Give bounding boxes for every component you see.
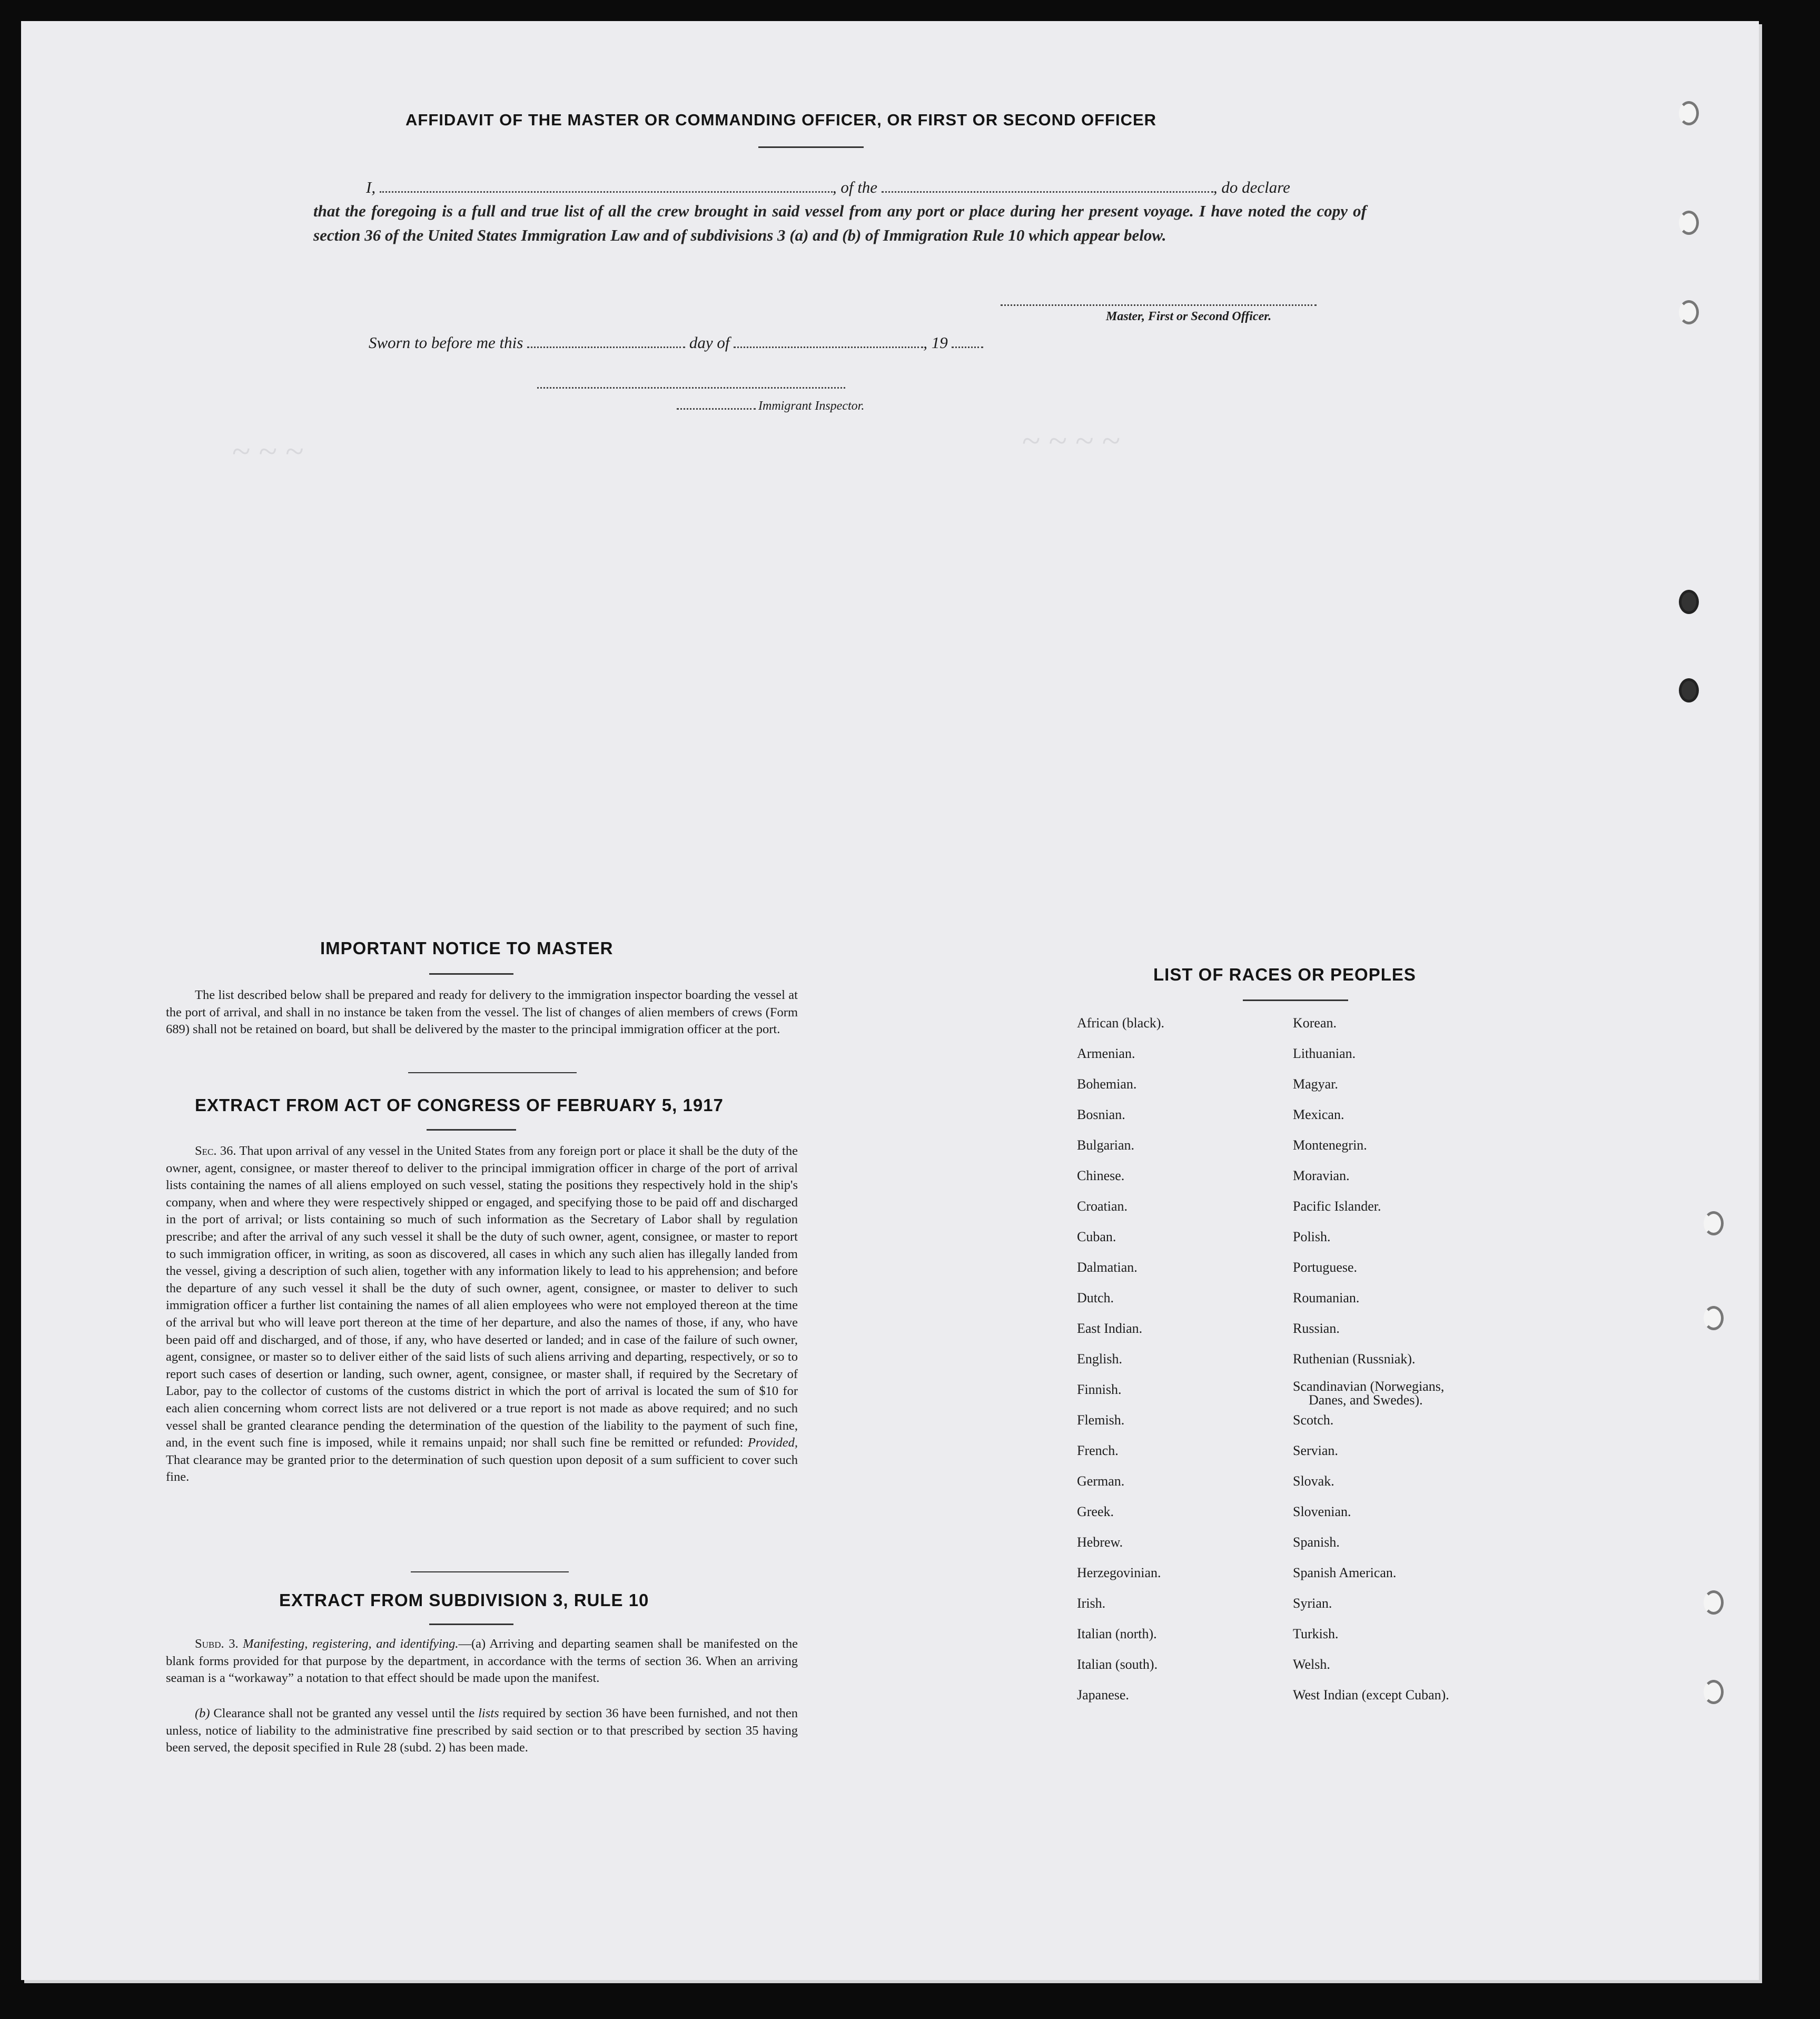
subd-title: Manifesting, registering, and identifying. <box>243 1637 459 1651</box>
race-item: Portuguese. <box>1293 1260 1358 1275</box>
race-item: Dutch. <box>1077 1290 1114 1305</box>
rule-rule <box>429 1624 513 1625</box>
name-field[interactable] <box>380 176 833 193</box>
races-rule <box>1243 999 1348 1001</box>
notice-title: IMPORTANT NOTICE TO MASTER <box>320 938 614 958</box>
race-item: German. <box>1077 1473 1125 1489</box>
race-item: Croatian. <box>1077 1199 1128 1214</box>
binder-hole <box>1679 300 1699 324</box>
section-divider <box>408 1072 577 1073</box>
race-item: Bulgarian. <box>1077 1137 1135 1153</box>
para-b-text-1: Clearance shall not be granted any vessel until the <box>213 1706 475 1720</box>
race-item: Spanish American. <box>1293 1565 1397 1580</box>
rule-para-b <box>166 1705 798 1757</box>
race-item: Moravian. <box>1293 1168 1350 1183</box>
sworn-day-label: day of <box>689 333 730 352</box>
race-item: Greek. <box>1077 1504 1114 1519</box>
race-item: Slovenian. <box>1293 1504 1351 1519</box>
race-item: Bosnian. <box>1077 1107 1125 1122</box>
race-item: Italian (north). <box>1077 1626 1157 1641</box>
race-item: Russian. <box>1293 1321 1340 1336</box>
bleed-through-mark: ~ ~ ~ <box>232 432 303 470</box>
race-item: Japanese. <box>1077 1687 1129 1703</box>
race-item: Polish. <box>1293 1229 1331 1244</box>
sworn-month-field[interactable] <box>734 332 923 348</box>
race-item-continued: Danes, and Swedes). <box>1309 1392 1423 1408</box>
race-item: Mexican. <box>1293 1107 1344 1122</box>
declare-of: , of the <box>832 178 878 196</box>
race-item: Lithuanian. <box>1293 1046 1356 1061</box>
vessel-field[interactable] <box>882 176 1213 193</box>
declare-post: , do declare <box>1213 178 1290 196</box>
subd-a-text: —(a) Arriving and departing seamen shall be manifested on the blank forms provided for that purpose by the department, in accordance with the terms of section 36. When an arriving seaman is a “workaway” a notation to that effect should be made upon the manifest. <box>166 1637 798 1686</box>
race-item: Cuban. <box>1077 1229 1116 1244</box>
para-b-label: (b) <box>195 1706 210 1720</box>
inspector-label: Immigrant Inspector. <box>758 399 865 413</box>
race-item: Montenegrin. <box>1293 1137 1367 1153</box>
sworn-line <box>369 332 983 352</box>
race-item: Syrian. <box>1293 1596 1332 1611</box>
document-page <box>21 21 1759 1980</box>
race-item: Dalmatian. <box>1077 1260 1138 1275</box>
notice-body: The list described below shall be prepared and ready for delivery to the immigration inspector boarding the vessel at the port of arrival, and shall in no instance be taken from the vessel. The list of changes of alien members of crews (Form 689) shall not be retained on board, but shall be delivered by the master to the principal immigration officer at the port. <box>166 988 798 1037</box>
sworn-prefix: Sworn to before me this <box>369 333 523 352</box>
binder-hole <box>1679 101 1699 125</box>
race-item: Scandinavian (Norwegians, <box>1293 1379 1445 1394</box>
affidavit-title: AFFIDAVIT OF THE MASTER OR COMMANDING OFFICER, OR FIRST OR SECOND OFFICER <box>405 111 1157 129</box>
inspector-signature-line[interactable] <box>537 387 845 389</box>
rule-title: EXTRACT FROM SUBDIVISION 3, RULE 10 <box>279 1590 649 1610</box>
races-title: LIST OF RACES OR PEOPLES <box>1153 965 1416 984</box>
binder-hole <box>1704 1590 1724 1615</box>
race-item: Irish. <box>1077 1596 1106 1611</box>
affidavit-body: that the foregoing is a full and true list of all the crew brought in said vessel from any port or place during her present voyage. I have noted the copy of section 36 of the United States Immigration Law and of subdivisions 3 (a) and (b) of Immigration Rule 10 which appear below. <box>313 202 1367 244</box>
notice-rule <box>429 973 513 975</box>
race-item: Scotch. <box>1293 1412 1334 1428</box>
para-b-text-2: required by section 36 have been furnished, and not then unless, notice of liability to the administrative fine prescribed by said section or to that prescribed by section 35 having been served, the deposit specified in Rule 28 (subd. 2) has been made. <box>166 1706 798 1755</box>
race-item: Slovak. <box>1293 1473 1334 1489</box>
sworn-year-field[interactable] <box>952 332 983 348</box>
bleed-through-mark: ~ ~ ~ ~ <box>1022 422 1120 459</box>
signature-line[interactable] <box>1001 304 1317 306</box>
race-item: Ruthenian (Russniak). <box>1293 1351 1416 1367</box>
race-item: Turkish. <box>1293 1626 1339 1641</box>
race-item: Hebrew. <box>1077 1535 1123 1550</box>
race-item: Armenian. <box>1077 1046 1135 1061</box>
race-item: Chinese. <box>1077 1168 1125 1183</box>
race-item: East Indian. <box>1077 1321 1143 1336</box>
race-item: Roumanian. <box>1293 1290 1360 1305</box>
section-divider <box>411 1571 569 1572</box>
binder-hole <box>1704 1680 1724 1704</box>
binder-hole <box>1679 211 1699 235</box>
binder-hole <box>1704 1211 1724 1235</box>
declare-pre: I, <box>366 178 376 196</box>
binder-hole <box>1704 1306 1724 1330</box>
binder-hole <box>1679 590 1699 614</box>
sec-36-text: That upon arrival of any vessel in the United States from any foreign port or place it shall be the duty of the owner, agent, consignee, or master thereof to deliver to the principal immigration officer in charge of the port of arrival lists containing the names of all aliens employed on such vessel, stating the positions they respectively hold in the ship's company, when and where they were respectively shipped or engaged, and specifying those to be paid off and discharged in the port of arrival; or lists containing so much of such information as the Secretary of Labor shall by regulation prescribe; and after the arrival of any such vessel it shall be the duty of such owner, agent, consignee, or master to report to such immigration officer, in writing, as soon as discovered, all cases in which any such alien has illegally landed from the vessel, giving a description of such alien, together with any information likely to lead to his apprehension; and before the departure of any such vessel it shall be the duty of such owner, agent, consignee, or master to deliver to such immigration officer a further list containing the names of all alien employees who were not employed thereon at the time of the arrival but who will leave port thereon at the time of her departure, and also the names of those, if any, who have been paid off and discharged, and of those, if any, who have deserted or landed; and in case of the failure of such owner, agent, consignee, or master so to deliver either of the said lists of such aliens arriving and departing, respectively, or so to report such cases of desertion or landing, such owner, agent, consignee, or master shall, if required by the Secretary of Labor, pay to the collector of customs of the customs district in which the port of arrival is located the sum of $10 for each alien concerning whom correct lists are not delivered or a true report is not made as above required; and no such vessel shall be granted clearance pending the determination of the question of the liability to the payment of such fine, and, in the event such fine is imposed, while it remains unpaid; nor shall such fine be remitted or refunded: <box>166 1144 798 1450</box>
act-body <box>166 1143 798 1486</box>
title-rule <box>758 146 864 148</box>
race-item: French. <box>1077 1443 1119 1458</box>
binder-hole <box>1679 678 1699 702</box>
rule-para-a <box>166 1636 798 1687</box>
signature-label: Master, First or Second Officer. <box>1106 310 1272 323</box>
declaration-line <box>366 176 1290 197</box>
race-item: Bohemian. <box>1077 1076 1137 1092</box>
race-item: Flemish. <box>1077 1412 1125 1428</box>
race-item: African (black). <box>1077 1015 1165 1031</box>
race-item: Servian. <box>1293 1443 1338 1458</box>
race-item: Finnish. <box>1077 1382 1122 1397</box>
race-item: West Indian (except Cuban). <box>1293 1687 1449 1703</box>
sec-36-tail: That clearance may be granted prior to the determination of such question upon deposit of a sum sufficient to cover such fine. <box>166 1452 798 1484</box>
sworn-day-field[interactable] <box>527 332 685 348</box>
act-title: EXTRACT FROM ACT OF CONGRESS OF FEBRUARY 5, 1917 <box>195 1095 724 1115</box>
para-b-lists: lists <box>478 1706 499 1720</box>
race-item: English. <box>1077 1351 1122 1367</box>
race-item: Magyar. <box>1293 1076 1338 1092</box>
inspector-dots <box>677 408 756 410</box>
race-item: Pacific Islander. <box>1293 1199 1381 1214</box>
race-item: Spanish. <box>1293 1535 1340 1550</box>
race-item: Italian (south). <box>1077 1657 1158 1672</box>
race-item: Herzegovinian. <box>1077 1565 1161 1580</box>
race-item: Korean. <box>1293 1015 1337 1031</box>
race-item: Welsh. <box>1293 1657 1330 1672</box>
sec-label: Sec. 36. <box>195 1144 236 1158</box>
act-rule <box>427 1129 516 1131</box>
subd-label: Subd. 3. <box>195 1637 239 1651</box>
provided-label: Provided, <box>747 1436 798 1450</box>
sworn-year-label: , 19 <box>923 333 948 352</box>
